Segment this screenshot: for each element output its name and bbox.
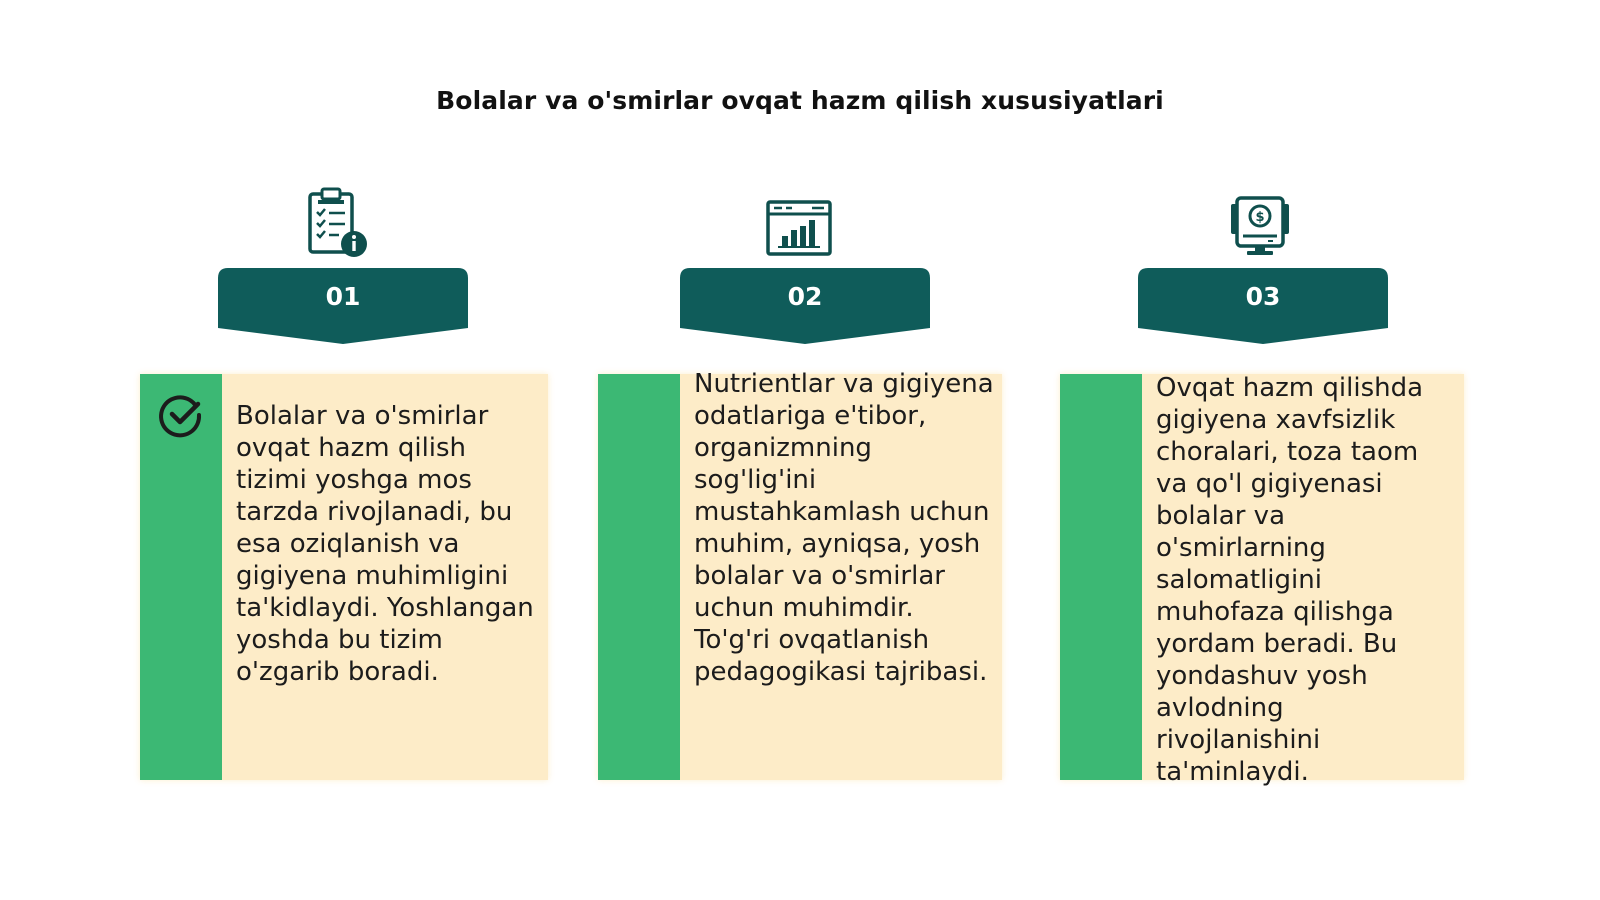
step-number-banner [1138, 268, 1388, 348]
svg-text:$: $ [1255, 210, 1265, 225]
page-title: Bolalar va o'smirlar ovqat hazm qilish xususiyatlari [436, 86, 1164, 115]
browser-bar-chart-icon [760, 190, 840, 270]
step-card [140, 374, 548, 780]
step-number: 01 [325, 282, 361, 311]
step-card [598, 369, 1002, 780]
step-description: Bolalar va o'smirlar ovqat hazm qilish tizimi yoshga mos tarzda rivojlanadi, bu esa oziqlanish va gigiyena muhimligini ta'kidlaydi. Yoshlangan yoshda bu tizim o'zgarib boradi. [236, 401, 534, 687]
step-number: 02 [787, 282, 823, 311]
monitor-dollar-icon [1221, 188, 1301, 268]
step-card [1060, 373, 1464, 787]
step-column-1 [140, 0, 570, 900]
step-description: Ovqat hazm qilishda gigiyena xavfsizlik choralari, toza taom va qo'l gigiyenasi bolalar va o'smirlarning salomatligini muhofaza qilishga yordam beradi. Bu yondashuv yosh avlodning rivojlanishini ta'minlaydi. [1156, 373, 1424, 787]
step-description: Nutrientlar va gigiyena odatlariga e'tibor, organizmning sog'lig'ini mustahkamlash uchun muhim, ayniqsa, yosh bolalar va o'smirlar uchun muhimdir. To'g'ri ovqatlanish pedagogikasi tajribasi. [694, 369, 994, 687]
step-number-banner [218, 268, 468, 348]
check-circle-icon [158, 392, 204, 438]
step-number-banner [680, 268, 930, 348]
step-column-2 [598, 0, 1028, 900]
card-accent-bar [1060, 374, 1142, 780]
card-accent-bar [598, 374, 680, 780]
step-number: 03 [1245, 282, 1281, 311]
clipboard-checklist-info-icon [298, 186, 378, 266]
step-column-3 [1060, 0, 1490, 900]
